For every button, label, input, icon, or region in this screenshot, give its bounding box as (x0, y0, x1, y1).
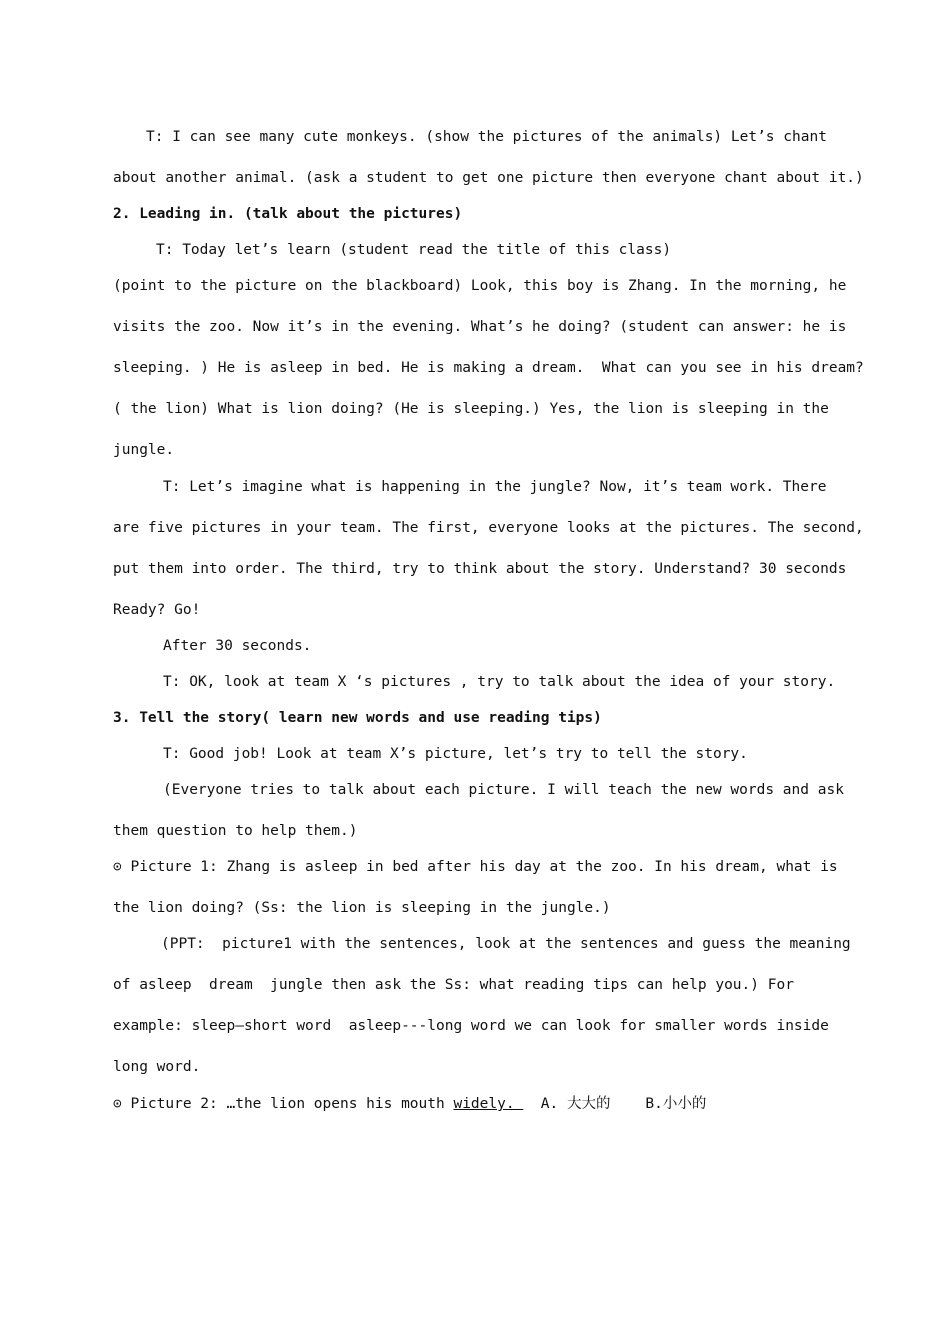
paragraph-line: of asleep dream jungle then ask the Ss: what reading tips can help you.) For (113, 977, 794, 993)
paragraph-line: sleeping. ) He is asleep in bed. He is making a dream. What can you see in his dream? (113, 360, 864, 376)
paragraph-line: T: Today let’s learn (student read the title of this class) (156, 242, 672, 258)
paragraph-line: After 30 seconds. (163, 638, 312, 654)
paragraph-line: visits the zoo. Now it’s in the evening. What’s he doing? (student can answer: he is (113, 319, 847, 335)
bullet-line: ⊙ Picture 1: Zhang is asleep in bed after his day at the zoo. In his dream, what is (113, 859, 838, 875)
paragraph-line: T: I can see many cute monkeys. (show the pictures of the animals) Let’s chant (146, 129, 827, 145)
bullet-line (113, 1094, 706, 1114)
paragraph-line: T: Let’s imagine what is happening in the jungle? Now, it’s team work. There (163, 479, 827, 495)
paragraph-line: are five pictures in your team. The first, everyone looks at the pictures. The second, (113, 520, 864, 536)
paragraph-line: T: OK, look at team X ‘s pictures , try to talk about the idea of your story. (163, 674, 836, 690)
paragraph-line: T: Good job! Look at team X’s picture, let’s try to tell the story. (163, 746, 748, 762)
paragraph-line: about another animal. (ask a student to get one picture then everyone chant about it.) (113, 170, 864, 186)
paragraph-line: example: sleep—short word asleep---long word we can look for smaller words inside (113, 1018, 829, 1034)
paragraph-line: (PPT: picture1 with the sentences, look at the sentences and guess the meaning (161, 936, 851, 952)
paragraph-line: Ready? Go! (113, 602, 201, 618)
picture2-text: ⊙ Picture 2: …the lion opens his mouth (113, 1096, 454, 1112)
section-heading: 3. Tell the story( learn new words and use reading tips) (113, 710, 602, 726)
answer-options: A. 大大的 B.小小的 (523, 1096, 707, 1112)
paragraph-line: ( the lion) What is lion doing? (He is sleeping.) Yes, the lion is sleeping in the (113, 401, 829, 417)
paragraph-line: the lion doing? (Ss: the lion is sleeping in the jungle.) (113, 900, 611, 916)
paragraph-line: put them into order. The third, try to think about the story. Understand? 30 seconds (113, 561, 847, 577)
paragraph-line: them question to help them.) (113, 823, 358, 839)
paragraph-line: (Everyone tries to talk about each picture. I will teach the new words and ask (163, 782, 844, 798)
paragraph-line: (point to the picture on the blackboard) Look, this boy is Zhang. In the morning, he (113, 278, 847, 294)
paragraph-line: jungle. (113, 442, 175, 458)
underlined-word: widely. (453, 1096, 524, 1112)
paragraph-line: long word. (113, 1059, 201, 1075)
section-heading: 2. Leading in. (talk about the pictures) (113, 206, 463, 222)
